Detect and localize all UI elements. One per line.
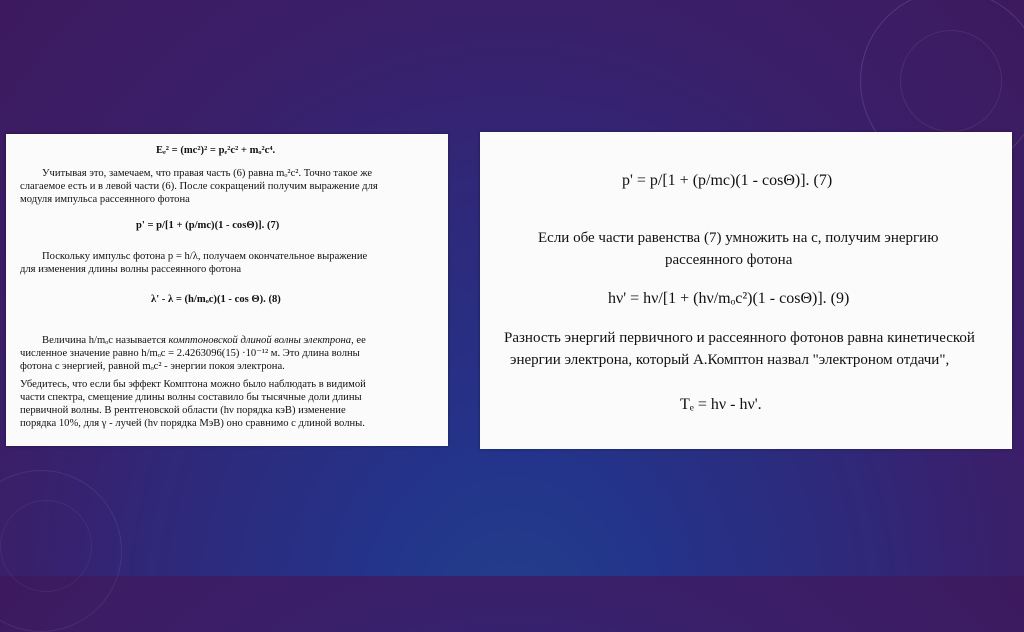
paragraph-line: слагаемое есть и в левой части (6). После сокращений получим выражение для (20, 181, 378, 192)
paragraph-line: Поскольку импульс фотона p = h/λ, получаем окончательное выражение (42, 251, 368, 262)
decorative-ring (900, 30, 1002, 132)
paragraph-line: порядка 10%, для γ - лучей (hν порядка МэВ) оно сравнимо с длиной волны. (20, 418, 365, 429)
paragraph-line: Убедитесь, что если бы эффект Комптона можно было наблюдать в видимой (20, 379, 366, 390)
paragraph-line: части спектра, смещение длины волны составило бы тысячные доли длины (20, 392, 362, 403)
paragraph-line: для изменения длины волны рассеянного фотона (20, 264, 242, 275)
decorative-ring (0, 500, 92, 592)
left-text-panel (6, 134, 448, 446)
paragraph-line: численное значение равно h/mₒc = 2.4263096(15) ·10⁻¹² м. Это длина волны (20, 348, 360, 359)
equation-9: hν' = hν/[1 + (hν/mₒc²)(1 - cosΘ)]. (9) (608, 290, 850, 307)
paragraph-line: рассеянного фотона (665, 252, 793, 268)
paragraph-line: Учитывая это, замечаем, что правая часть (6) равна mₒ²c². Точно такое же (42, 168, 373, 179)
equation-7: p' = p/[1 + (p/mc)(1 - cosΘ)]. (7) (622, 172, 833, 189)
equation-kinetic-energy: Tₑ = hν - hν'. (680, 396, 762, 413)
paragraph-line: Если обе части равенства (7) умножить на c, получим энергию (538, 230, 939, 246)
paragraph-line: фотона с энергией, равной mₒc² - энергии покоя электрона. (20, 361, 285, 372)
equation-7: p' = p/[1 + (p/mc)(1 - cosΘ)]. (7) (136, 220, 280, 231)
equation-8: λ' - λ = (h/mₒc)(1 - cos Θ). (8) (151, 294, 281, 305)
paragraph-line: энергии электрона, который А.Комптон назвал "электроном отдачи", (510, 352, 950, 368)
paragraph-line: модуля импульса рассеянного фотона (20, 194, 190, 205)
paragraph-line: Величина h/mₒc называется комптоновской длиной волны электрона, ее (42, 335, 366, 346)
right-text-panel (480, 132, 1012, 449)
paragraph-line: первичной волны. В рентгеновской области (hν порядка кэВ) изменение (20, 405, 346, 416)
paragraph-line: Разность энергий первичного и рассеянного фотонов равна кинетической (504, 330, 975, 346)
equation-energy: Eₑ² = (mc²)² = pₑ²c² + mₒ²c⁴. (156, 145, 276, 156)
